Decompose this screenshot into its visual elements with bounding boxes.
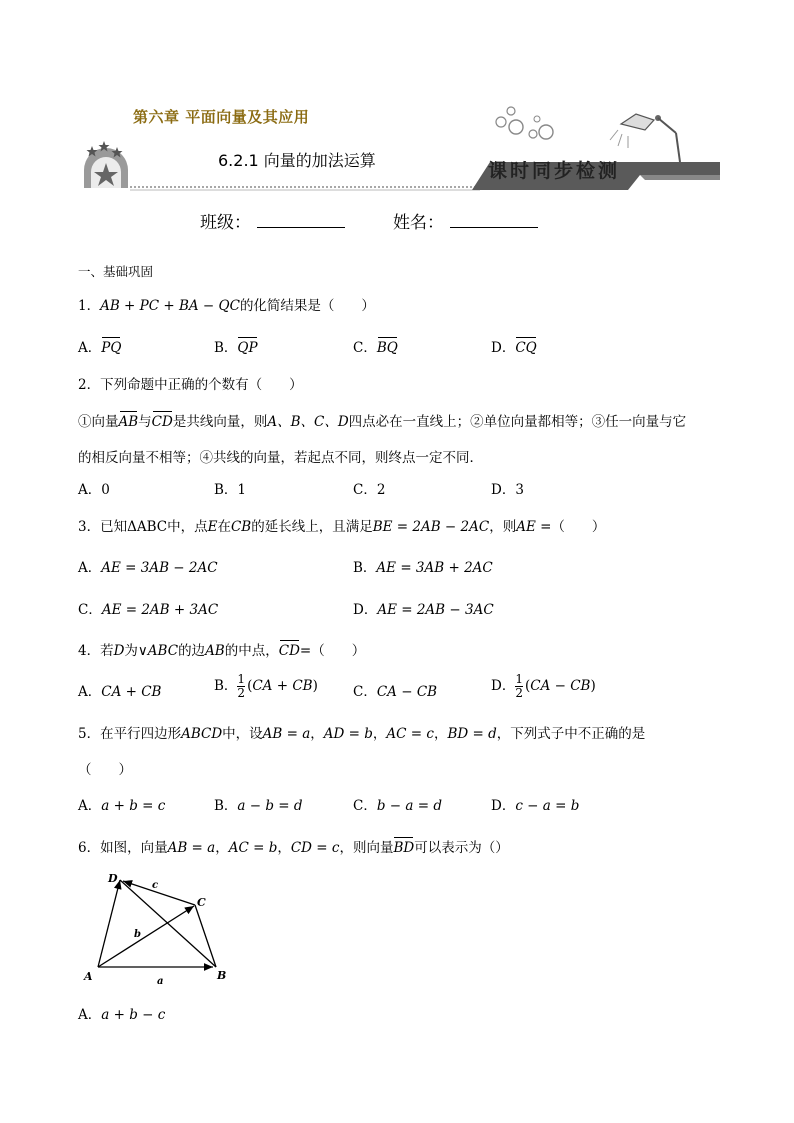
option-value: a + b = c <box>101 798 166 814</box>
q2-points: A、B、C、D <box>267 414 349 430</box>
question-4 <box>78 639 365 659</box>
q5-def: AD = b <box>323 726 373 742</box>
q1-option-c[interactable] <box>353 336 398 356</box>
label-a: A <box>84 970 93 983</box>
q1-number: 1． <box>78 298 101 314</box>
q2-option-d[interactable]: D．3 <box>491 482 524 498</box>
option-label: A． <box>78 798 102 814</box>
name-blank[interactable] <box>450 213 538 228</box>
label-b: B <box>217 969 227 982</box>
q6-text: ，则向量 <box>339 840 394 856</box>
q2-line-2: 的相反向量不相等；④共线的向量，若起点不同，则终点一定不同． <box>78 450 483 466</box>
option-value: CQ <box>515 340 537 356</box>
option-value: c − a = b <box>515 798 580 814</box>
fraction-half <box>237 673 245 700</box>
option-label: B． <box>214 798 238 814</box>
q2-text: 四点必在一直线上；②单位向量都相等；③任一向量与它 <box>348 414 687 430</box>
q2-text: 与 <box>138 414 152 430</box>
vector-ab: AB <box>118 414 139 430</box>
name-field[interactable] <box>393 208 538 233</box>
q6-def: AC = b <box>228 840 278 856</box>
option-value: AE = 2AB + 3AC <box>101 602 219 618</box>
q6-def: CD = c <box>290 840 340 856</box>
question-5: 5．在平行四边形ABCD中，设AB = a，AD = b，AC = c，BD = d，下列式子中不正确的是 <box>78 726 646 742</box>
q3-condition: BE = 2AB − 2AC <box>372 519 490 535</box>
q4-text: 4．若 <box>78 643 114 659</box>
q5-answer-paren: （ ） <box>78 762 132 778</box>
class-label: 班级： <box>200 213 251 233</box>
option-value: QP <box>237 340 258 356</box>
label-c: C <box>197 896 206 909</box>
option-label: A． <box>78 560 102 576</box>
q4-text: =（ ） <box>299 643 366 659</box>
q3-text: 的延长线上，且满足 <box>251 519 373 535</box>
class-blank[interactable] <box>257 213 345 228</box>
q5-option-d[interactable] <box>491 794 579 814</box>
q1-stem: 的化简结果是（ ） <box>239 298 375 314</box>
option-label: D． <box>353 602 378 618</box>
q4-option-a[interactable] <box>78 680 161 700</box>
label-vector-c: c <box>152 880 159 891</box>
option-value: CA + CB <box>252 678 313 694</box>
option-label: D． <box>491 798 516 814</box>
q3-text: 3．已知ΔABC中，点 <box>78 519 208 535</box>
label-vector-a: a <box>157 976 164 987</box>
q5-def: AC = c <box>386 726 434 742</box>
name-label: 姓名： <box>393 213 444 233</box>
option-label: A． <box>78 340 102 356</box>
q5-def: BD = d <box>447 726 497 742</box>
q4-text: 的中点， <box>224 643 279 659</box>
option-value: b − a = d <box>376 798 442 814</box>
vector-bd: BD <box>393 840 415 856</box>
q3-option-b[interactable] <box>353 556 493 576</box>
question-1 <box>78 294 375 314</box>
q3-option-a[interactable] <box>78 556 218 576</box>
q6-option-a[interactable] <box>78 1003 165 1023</box>
q4-option-c[interactable] <box>353 680 437 700</box>
q1-option-b[interactable] <box>214 336 258 356</box>
q4-text: 的边 <box>178 643 206 659</box>
edge-ad <box>98 880 120 967</box>
question-6: 6．如图，向量AB = a，AC = b，CD = c，则向量BD可以表示为（） <box>78 840 509 856</box>
option-value: a + b − c <box>101 1007 166 1023</box>
q4-option-b[interactable]: B． $\frac{1}{2}$ (CA + CB) <box>214 672 318 700</box>
q1-option-a[interactable] <box>78 336 121 356</box>
q4-text: 为 <box>124 643 138 659</box>
q2-option-c[interactable]: C．2 <box>353 482 386 498</box>
q2-text: 是共线向量，则 <box>172 414 268 430</box>
q4-point-d: D <box>113 643 125 659</box>
class-field[interactable] <box>200 208 345 233</box>
fraction-numerator: 1 <box>237 672 246 686</box>
q3-target: AE = <box>516 519 552 535</box>
q5-shape: ABCD <box>181 726 223 742</box>
fraction-denominator: 2 <box>515 686 523 700</box>
option-value: AE = 2AB − 3AC <box>377 602 494 618</box>
q3-option-d[interactable] <box>353 598 494 618</box>
q2-option-a[interactable]: A．0 <box>78 482 110 498</box>
vector-cd: CD <box>278 643 300 659</box>
section-heading: 一、基础巩固 <box>78 264 154 279</box>
option-label: B． <box>214 678 238 694</box>
option-label: C． <box>353 340 377 356</box>
option-value: AE = 3AB − 2AC <box>101 560 218 576</box>
label-vector-b: b <box>134 929 141 940</box>
q1-expression: AB + PC + BA − QC <box>100 298 240 314</box>
option-value: BQ <box>376 340 398 356</box>
fraction-denominator: 2 <box>237 686 246 700</box>
q5-option-c[interactable] <box>353 794 442 814</box>
chapter-title: 第六章 平面向量及其应用 <box>133 108 310 126</box>
fraction-numerator: 1 <box>515 672 523 686</box>
q3-segment-cb: CB <box>230 519 252 535</box>
lesson-title: 6.2.1 向量的加法运算 <box>218 151 376 170</box>
label-d: D <box>108 872 118 885</box>
q1-option-d[interactable] <box>491 336 537 356</box>
option-label: B． <box>353 560 377 576</box>
q5-text: ，下列式子中不正确的是 <box>496 726 646 742</box>
q3-point-e: E <box>207 519 218 535</box>
q5-text: 中，设 <box>222 726 263 742</box>
q2-option-b[interactable]: B．1 <box>214 482 247 498</box>
option-value: a − b = d <box>237 798 303 814</box>
q5-def: AB = a <box>262 726 311 742</box>
option-value: AE = 3AB + 2AC <box>376 560 493 576</box>
question-3 <box>78 515 605 535</box>
q4-triangle: ∨ABC <box>137 643 179 659</box>
q6-def: AB = a <box>167 840 216 856</box>
q3-text: 在 <box>217 519 231 535</box>
option-label: D． <box>491 678 516 694</box>
option-label: D． <box>491 340 516 356</box>
q6-text: 可以表示为（） <box>414 840 509 856</box>
banner-label: 课时同步检测 <box>488 160 621 182</box>
option-label: C． <box>78 602 102 618</box>
option-value: PQ <box>101 340 122 356</box>
q3-text: ，则 <box>489 519 517 535</box>
q3-option-c[interactable] <box>78 598 218 618</box>
q6-text: 6．如图，向量 <box>78 840 168 856</box>
option-label: C． <box>353 684 377 700</box>
option-label: A． <box>78 684 102 700</box>
q2-text: ①向量 <box>78 414 119 430</box>
option-label: C． <box>353 798 377 814</box>
option-label: B． <box>214 340 238 356</box>
option-label: A． <box>78 1007 102 1023</box>
q3-text: （ ） <box>551 519 606 535</box>
q4-side: AB <box>205 643 225 659</box>
option-value: CA − CB <box>376 684 438 700</box>
fraction-half <box>515 673 523 700</box>
q2-line-1 <box>78 410 686 430</box>
vector-cd: CD <box>151 414 173 430</box>
edge-ac <box>98 906 194 967</box>
option-value: CA + CB <box>101 684 162 700</box>
option-value: CA − CB <box>530 678 591 694</box>
q5-option-b[interactable] <box>214 794 303 814</box>
q5-option-a[interactable] <box>78 794 165 814</box>
q5-text: 5．在平行四边形 <box>78 726 182 742</box>
vector-figure <box>80 866 240 991</box>
question-2: 2．下列命题中正确的个数有（ ） <box>78 377 303 393</box>
q4-option-d[interactable]: D． $\frac{1}{2}$ (CA − CB) <box>491 672 596 700</box>
